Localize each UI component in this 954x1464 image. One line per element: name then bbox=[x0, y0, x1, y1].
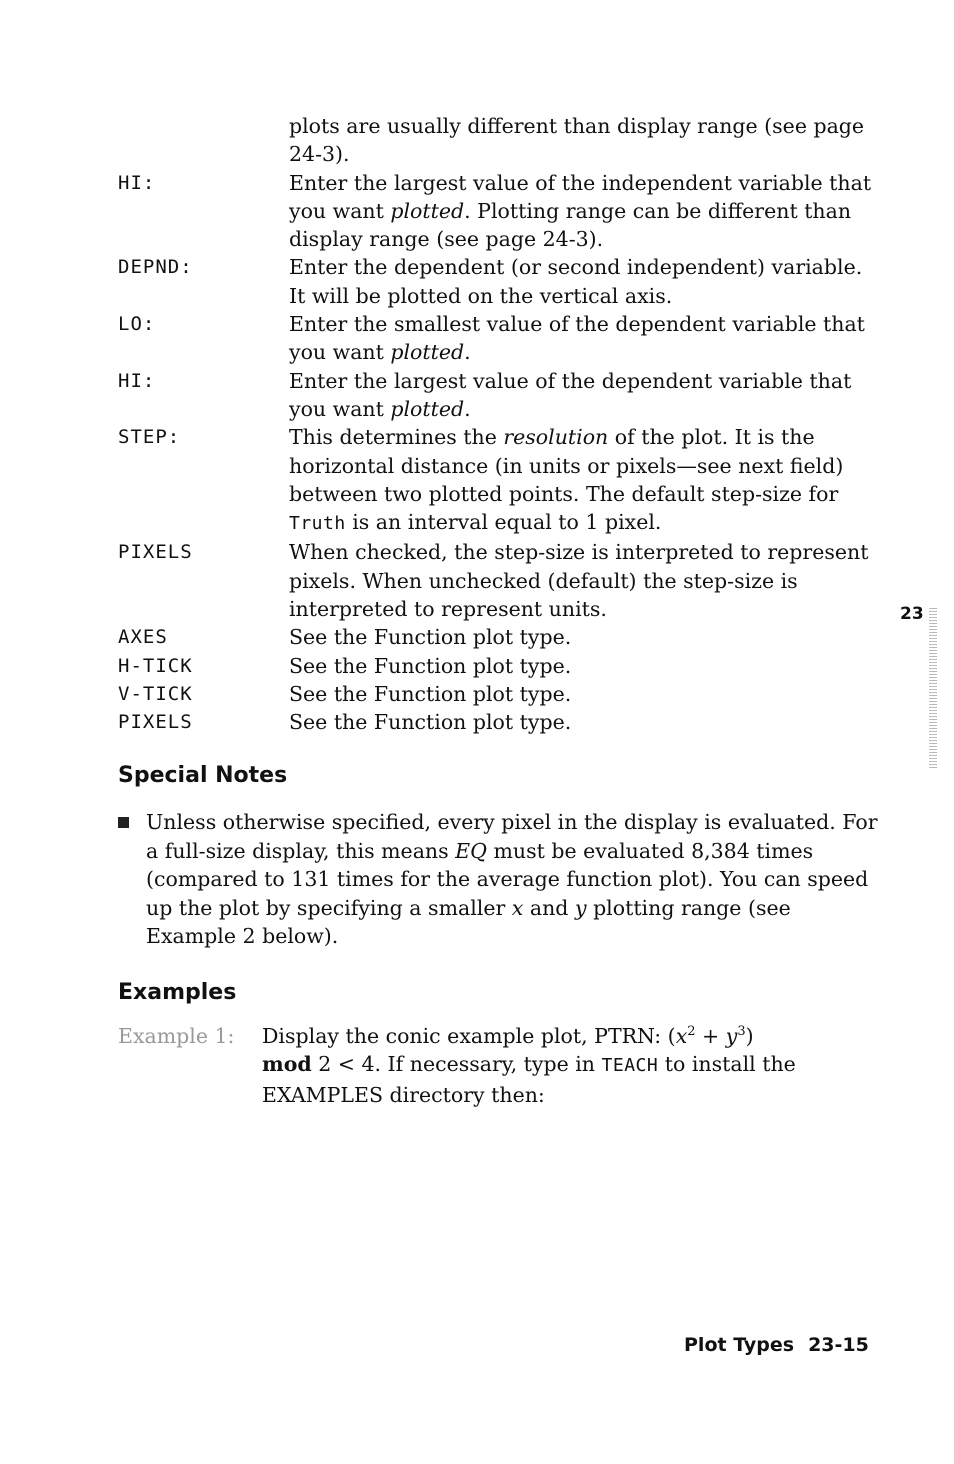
field-description: Enter the smallest value of the dependent variable that you want plotted. bbox=[289, 312, 865, 365]
special-notes-text: Unless otherwise specified, every pixel in the display is evaluated. For a full-size display, this means EQ must be evaluated 8,384 times (compared to 131 times for the average function plot). You can speed up the plot by specifying a smaller x and y plotting range (see Example 2 below). bbox=[146, 810, 878, 949]
definition-entry bbox=[118, 423, 878, 538]
definition-entry bbox=[118, 652, 878, 680]
chapter-thumb-strip bbox=[929, 608, 937, 768]
definition-entry bbox=[118, 112, 878, 169]
field-term: HI: bbox=[118, 171, 156, 194]
field-term: PIXELS bbox=[118, 541, 193, 564]
definition-entry bbox=[118, 708, 878, 736]
examples-heading: Examples bbox=[118, 980, 237, 1005]
definition-entry bbox=[118, 538, 878, 623]
field-term: LO: bbox=[118, 313, 156, 336]
field-term: PIXELS bbox=[118, 711, 193, 734]
special-notes-heading: Special Notes bbox=[118, 763, 288, 788]
definition-entry bbox=[118, 253, 878, 310]
field-term: AXES bbox=[118, 626, 168, 649]
field-description: See the Function plot type. bbox=[289, 625, 572, 650]
field-description: See the Function plot type. bbox=[289, 681, 572, 706]
example-text: Display the conic example plot, PTRN: $(x^2 + y^3)$ mod 2 < 4. If necessary, type in TEACH to install the EXAMPLES directory then: bbox=[262, 1024, 796, 1107]
definition-entry bbox=[118, 169, 878, 254]
field-description: When checked, the step-size is interpreted to represent pixels. When unchecked (default) the step-size is interpreted to represent units. bbox=[289, 540, 869, 622]
field-description: See the Function plot type. bbox=[289, 710, 572, 735]
definition-entry bbox=[118, 310, 878, 367]
page-footer bbox=[684, 1334, 869, 1356]
special-notes-item bbox=[118, 808, 878, 951]
field-description: See the Function plot type. bbox=[289, 653, 572, 678]
chapter-tab-marker: 23 bbox=[900, 604, 924, 624]
field-term: H-TICK bbox=[118, 654, 193, 677]
footer-section-title: Plot Types bbox=[684, 1334, 795, 1356]
bullet-square-icon bbox=[118, 817, 129, 828]
definition-entry bbox=[118, 680, 878, 708]
example-label: Example 1: bbox=[118, 1024, 235, 1048]
field-term: V-TICK bbox=[118, 682, 193, 705]
field-description: Enter the dependent (or second independent) variable. It will be plotted on the vertical axis. bbox=[289, 255, 863, 308]
definition-entry bbox=[118, 367, 878, 424]
field-description: This determines the resolution of the plot. It is the horizontal distance (in units or pixels—see next field) between two plotted points. The default step-size for Truth is an interval equal to 1 pixel. bbox=[289, 425, 844, 535]
field-definition-list bbox=[118, 112, 878, 737]
field-description: plots are usually different than display range (see page 24-3). bbox=[289, 114, 865, 167]
field-term: HI: bbox=[118, 369, 156, 392]
field-description: Enter the largest value of the dependent variable that you want plotted. bbox=[289, 368, 852, 421]
definition-entry bbox=[118, 623, 878, 651]
field-term: STEP: bbox=[118, 426, 181, 449]
example-1 bbox=[118, 1022, 878, 1109]
footer-page-number: 23-15 bbox=[808, 1334, 869, 1356]
field-description: Enter the largest value of the independent variable that you want plotted. Plotting range can be different than display range (see page 24-3). bbox=[289, 170, 872, 252]
field-term: DEPND: bbox=[118, 256, 193, 279]
